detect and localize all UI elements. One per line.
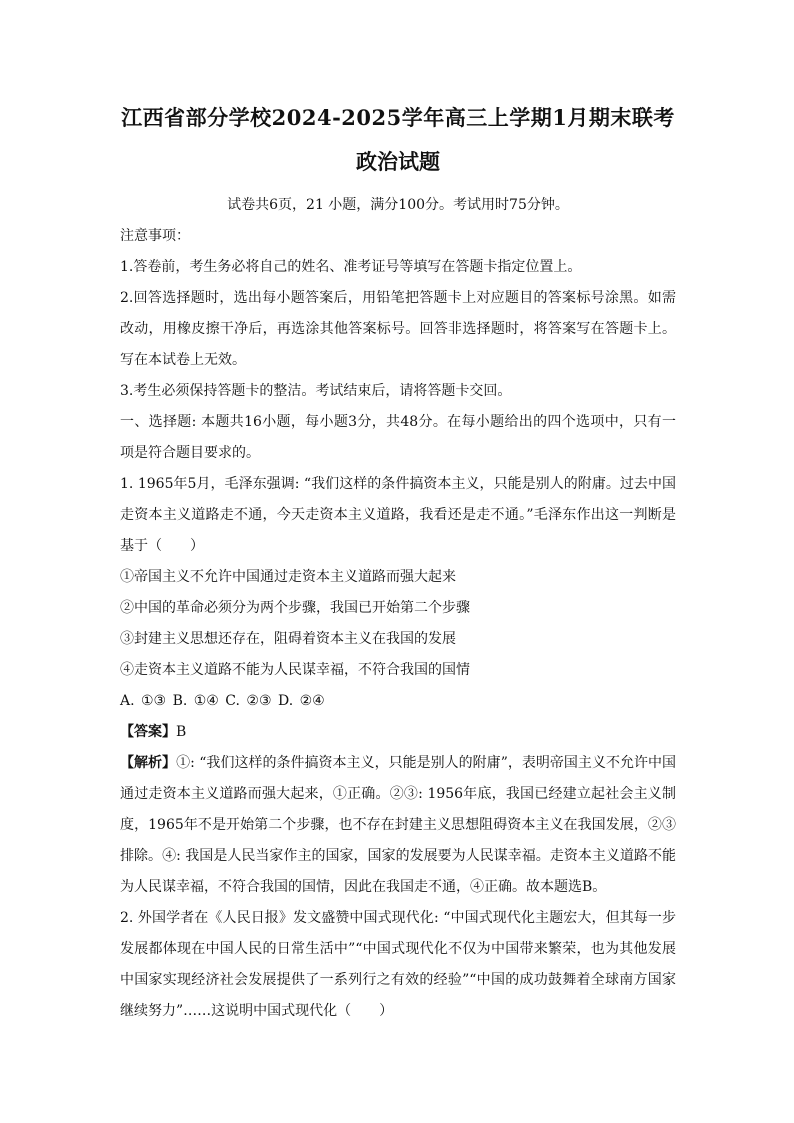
exam-title: 江西省部分学校2024-2025学年高三上学期1月期末联考 [121,105,675,130]
question-1-stem: 1. 1965年5月，毛泽东强调: “我们这样的条件搞资本主义，只能是别人的附庸。过去中国走资本主义道路走不通，今天走资本主义道路，我看还是走不通。”毛泽东作出这一判断是基于（ ） [120,476,676,554]
question-1-statement-2: ②中国的革命必须分为两个步骤，我国已开始第二个步骤 [120,600,470,616]
exam-page [120,96,676,1027]
question-2-stem: 2. 外国学者在《人民日报》发文盛赞中国式现代化: “中国式现代化主题宏大，但其每一步发展都体现在中国人民的日常生活中”“中国式现代化不仅为中国带来繁荣，也为其他发展中国家实现经济社会发展提供了一系列行之有效的经验”“中国的成功鼓舞着全球南方国家继续努力”……这说明中国式现代化（ ） [120,910,676,1019]
note-item-2: 2.回答选择题时，选出每小题答案后，用铅笔把答题卡上对应题目的答案标号涂黑。如需改动，用橡皮擦干净后，再选涂其他答案标号。回答非选择题时，将答案写在答题卡上。写在本试卷上无效。 [120,290,676,368]
question-1-statement-1: ①帝国主义不允许中国通过走资本主义道路而强大起来 [120,569,456,585]
answer-label: 【答案】 [120,724,176,740]
question-1-statement-3: ③封建主义思想还存在，阻碍着资本主义在我国的发展 [120,631,456,647]
section-heading: 一、选择题: 本题共16小题，每小题3分，共48分。在每小题给出的四个选项中，只有一项是符合题目要求的。 [120,414,676,461]
analysis-label: 【解析】 [120,755,177,771]
note-item-1: 1.答卷前，考生务必将自己的姓名、准考证号等填写在答题卡指定位置上。 [120,259,582,275]
answer-value: B [176,724,187,740]
exam-info: 试卷共6页，21 小题，满分100分。考试用时75分钟。 [227,197,569,213]
question-1-analysis [120,748,676,903]
question-1-options: A. ①③ B. ①④ C. ②③ D. ②④ [120,693,325,709]
note-item-3: 3.考生必须保持答题卡的整洁。考试结束后，请将答题卡交回。 [120,383,512,399]
question-1-answer [120,717,676,748]
notes-heading: 注意事项： [120,228,190,244]
exam-subject: 政治试题 [356,149,440,174]
question-1-statement-4: ④走资本主义道路不能为人民谋幸福，不符合我国的国情 [120,662,470,678]
analysis-text: ①: “我们这样的条件搞资本主义，只能是别人的附庸”，表明帝国主义不允许中国通过走资本主义道路而强大起来，①正确。②③: 1956年底，我国已经建立起社会主义制度，1965年不是开始第二个步骤，也不存在封建主义思想阻碍资本主义在我国发展，②③排除。④: 我国是人民当家作主的国家，国家的发展要为人民谋幸福。走资本主义道路不能为人民谋幸福，不符合我国的国情，因此在我国走不通，④正确。故本题选B。 [120,755,677,895]
